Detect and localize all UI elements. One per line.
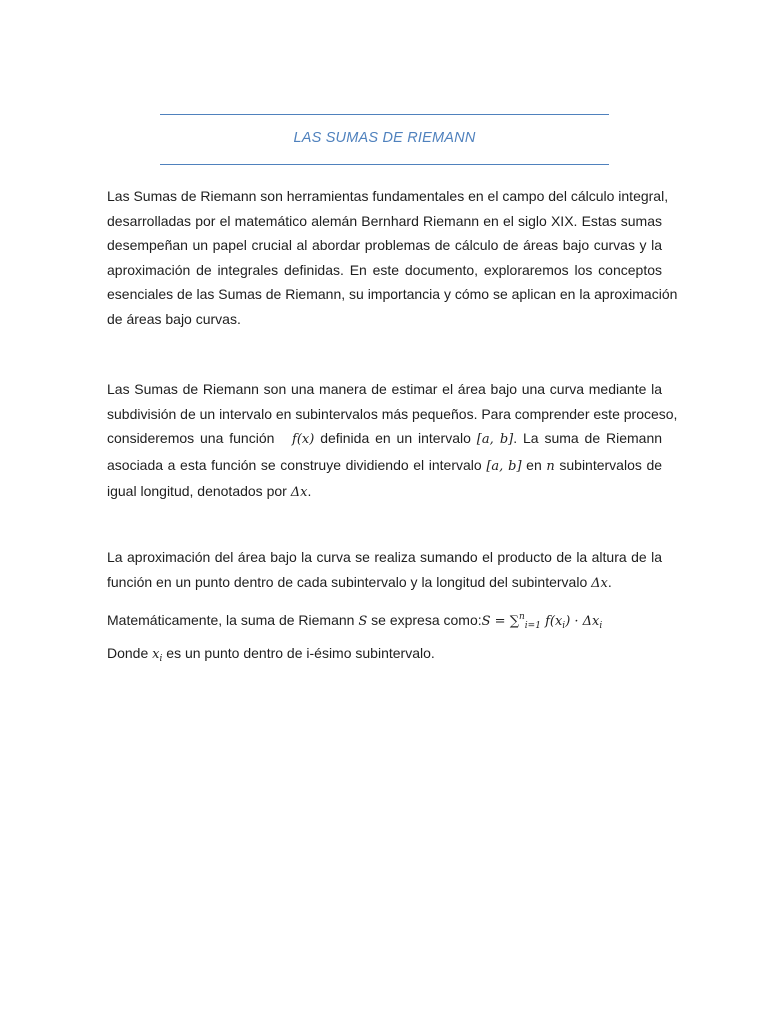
text-segment: se expresa como: [371, 612, 482, 628]
text-line: Las Sumas de Riemann son herramientas fundamentales en el campo del cálculo integral, [107, 188, 669, 204]
math-n: n [546, 458, 555, 474]
formula-term: ) · Δx [565, 614, 600, 629]
document-title: LAS SUMAS DE RIEMANN [293, 130, 476, 146]
sum-lower-limit: i=1 [524, 621, 541, 631]
math-delta-x: Δx [290, 485, 308, 500]
math-x: x [152, 647, 160, 662]
paragraph-where [107, 641, 662, 672]
formula-lhs: S = ∑ [481, 614, 519, 629]
formula-term: f(x [540, 614, 563, 629]
math-function: f(x) [292, 432, 315, 447]
text-segment: función en un punto dentro de cada subintervalo y la longitud del subintervalo [107, 573, 588, 590]
math-delta-x: Δx [591, 575, 608, 591]
title-bottom-rule [160, 164, 609, 165]
title-top-rule [160, 114, 609, 115]
text-line: desempeñan un papel crucial al abordar problemas de cálculo de áreas bajo curvas y la [107, 237, 662, 253]
text-line: subdivisión de un intervalo en subintervalos más pequeños. Para comprender este proceso, [107, 405, 678, 422]
math-subscript: i [159, 654, 163, 664]
text-segment: Donde [107, 645, 149, 661]
text-line [107, 453, 662, 480]
sum-limits [519, 605, 541, 639]
text-line: esenciales de las Sumas de Riemann, su importancia y cómo se aplican en la aproximación [107, 286, 678, 302]
sum-upper-limit: n [518, 612, 525, 622]
paragraph-formula [107, 605, 662, 639]
text-segment: Matemáticamente, la suma de Riemann [107, 612, 355, 628]
text-line: Las Sumas de Riemann son una manera de estimar el área bajo una curva mediante la [107, 381, 662, 397]
text-segment: . La suma de Riemann [513, 430, 663, 446]
text-line [107, 479, 662, 506]
paragraph-intro [107, 184, 678, 331]
text-segment: es un punto dentro de i-ésimo subintervalo. [166, 645, 435, 661]
text-line [107, 426, 662, 453]
text-line: desarrolladas por el matemático alemán Bernhard Riemann en el siglo XIX. Estas sumas [107, 212, 662, 229]
text-line [107, 605, 662, 639]
text-segment: consideremos una función [107, 430, 275, 446]
text-line: La aproximación del área bajo la curva se realiza sumando el producto de la altura de la [107, 549, 662, 565]
paragraph-approximation [107, 545, 662, 596]
text-segment: definida en un intervalo [320, 430, 471, 446]
paragraph-definition [107, 377, 678, 506]
text-segment: asociada a esta función se construye dividiendo el intervalo [107, 456, 482, 473]
formula-subscript: i [562, 621, 566, 631]
text-segment: . [607, 573, 612, 590]
text-line: de áreas bajo curvas. [107, 310, 241, 327]
text-segment: igual longitud, denotados por [107, 483, 287, 499]
math-interval: [a, b] [486, 458, 522, 474]
math-interval: [a, b] [476, 432, 514, 447]
text-segment: subintervalos de [559, 456, 663, 473]
text-segment: en [526, 456, 542, 473]
text-line [107, 570, 662, 597]
text-line [107, 641, 662, 672]
text-line: aproximación de integrales definidas. En este documento, exploraremos los conceptos [107, 261, 662, 278]
formula-subscript: i [599, 621, 603, 631]
math-S: S [358, 614, 368, 629]
text-segment: . [307, 483, 312, 499]
riemann-sum-formula [482, 614, 603, 629]
